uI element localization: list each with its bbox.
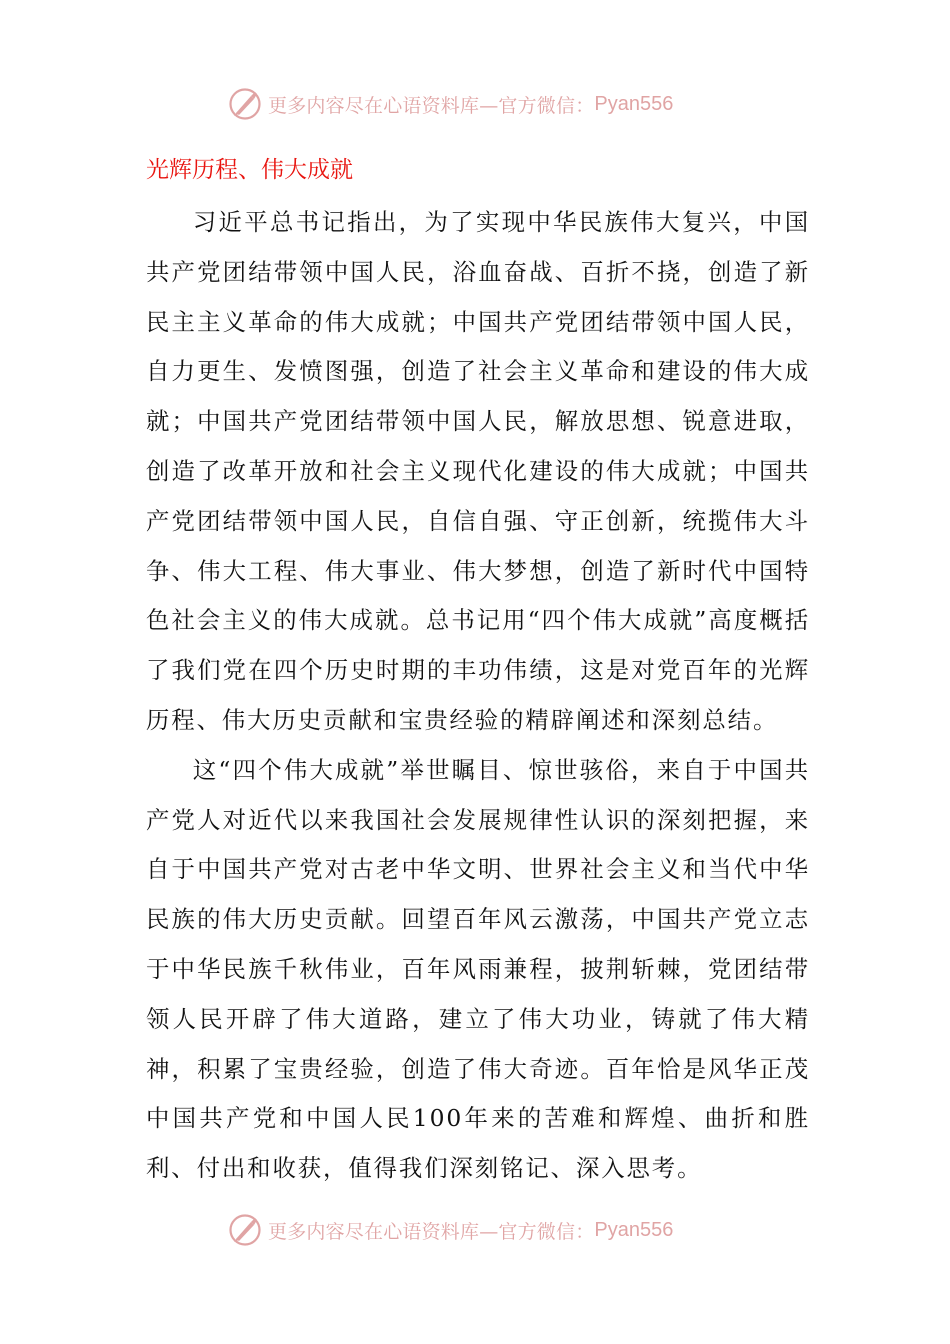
pen-logo-icon — [228, 1213, 262, 1247]
watermark-wechat-id: Pyan556 — [594, 92, 674, 115]
watermark-text: 更多内容尽在心语资料库—官方微信： — [268, 94, 595, 117]
pen-logo-icon — [228, 87, 262, 121]
section-heading: 光辉历程、伟大成就 — [146, 157, 353, 183]
watermark-wechat-id: Pyan556 — [594, 1218, 674, 1241]
header-watermark — [228, 84, 673, 124]
footer-watermark — [228, 1210, 673, 1250]
article-body — [146, 198, 810, 1194]
paragraph-1: 习近平总书记指出，为了实现中华民族伟大复兴，中国共产党团结带领中国人民，浴血奋战、百折不挠，创造了新民主主义革命的伟大成就；中国共产党团结带领中国人民，自力更生、发愤图强，创造了社会主义革命和建设的伟大成就；中国共产党团结带领中国人民，解放思想、锐意进取，创造了改革开放和社会主义现代化建设的伟大成就；中国共产党团结带领中国人民，自信自强、守正创新，统揽伟大斗争、伟大工程、伟大事业、伟大梦想，创造了新时代中国特色社会主义的伟大成就。总书记用“四个伟大成就”高度概括了我们党在四个历史时期的丰功伟绩，这是对党百年的光辉历程、伟大历史贡献和宝贵经验的精辟阐述和深刻总结。 — [146, 208, 810, 734]
watermark-text: 更多内容尽在心语资料库—官方微信： — [268, 1220, 595, 1243]
paragraph-2: 这“四个伟大成就”举世瞩目、惊世骇俗，来自于中国共产党人对近代以来我国社会发展规律性认识的深刻把握，来自于中国共产党对古老中华文明、世界社会主义和当代中华民族的伟大历史贡献。回望百年风云激荡，中国共产党立志于中华民族千秋伟业，百年风雨兼程，披荆斩棘，党团结带领人民开辟了伟大道路，建立了伟大功业，铸就了伟大精神，积累了宝贵经验，创造了伟大奇迹。百年恰是风华正茂中国共产党和中国人民100年来的苦难和辉煌、曲折和胜利、付出和收获，值得我们深刻铭记、深入思考。 — [146, 755, 810, 1183]
